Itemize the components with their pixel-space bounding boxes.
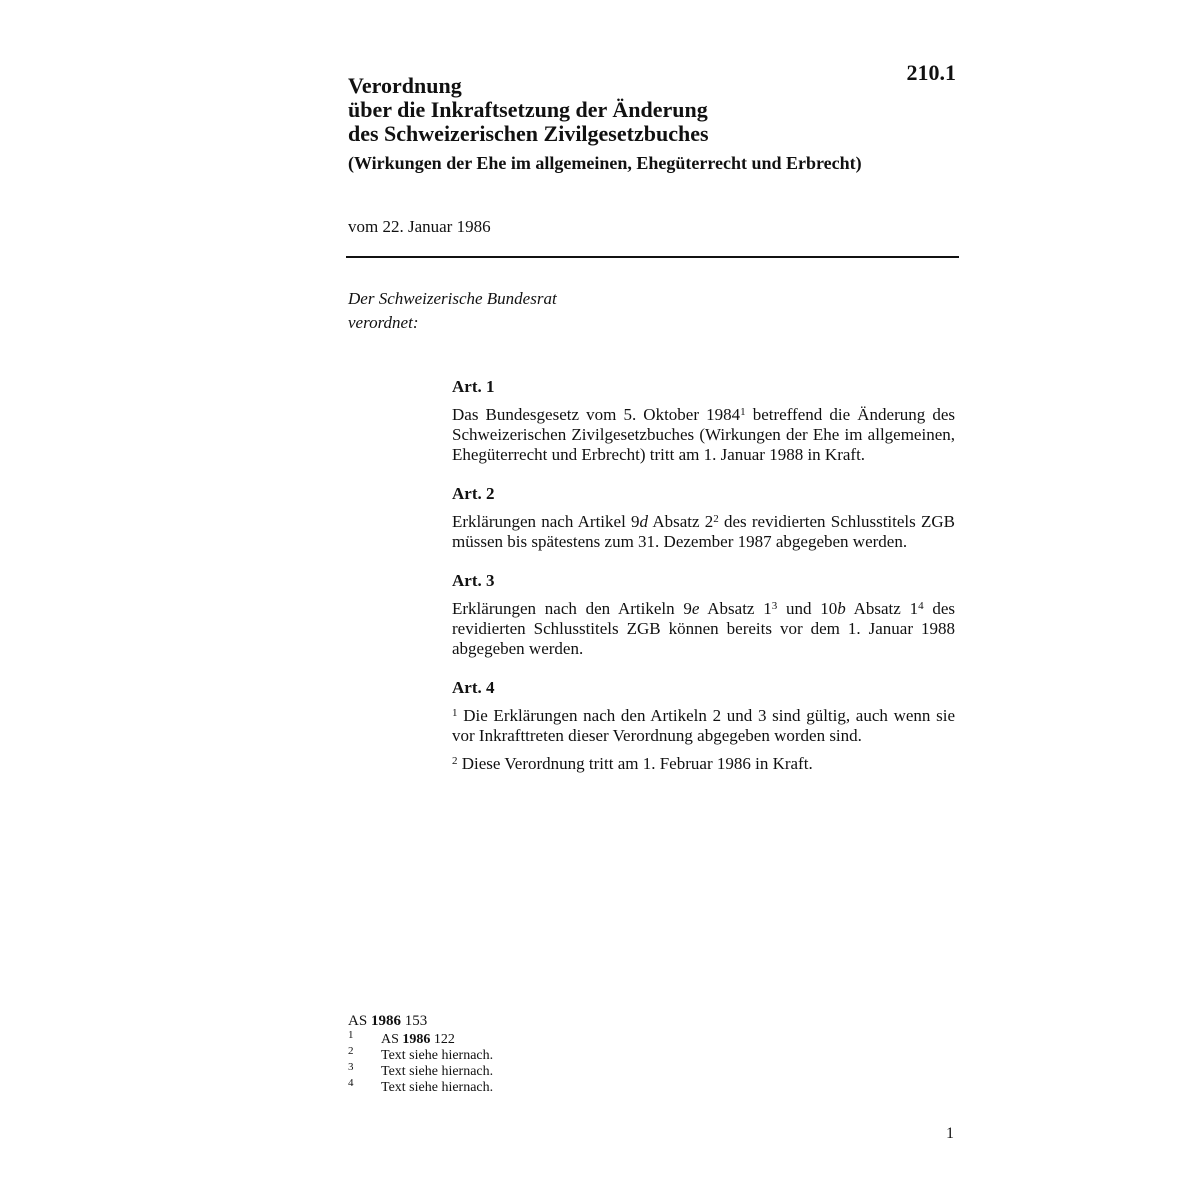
- document-title: [348, 74, 948, 174]
- source-reference: AS 1986 153: [348, 1013, 428, 1029]
- footnotes: [348, 1029, 648, 1096]
- footnote-number: 3: [348, 1061, 354, 1073]
- title-line: des Schweizerischen Zivilgesetzbuches: [348, 121, 709, 146]
- preamble-authority: Der Schweizerische Bundesrat: [348, 289, 557, 308]
- footnote-text: Text siehe hiernach.: [381, 1080, 494, 1095]
- footnote-number: 2: [348, 1045, 354, 1057]
- footnote-number: 1: [348, 1029, 354, 1041]
- article-heading: Art. 3: [452, 571, 495, 590]
- article-heading: Art. 4: [452, 678, 495, 697]
- sr-number: 210.1: [906, 60, 956, 85]
- paragraph-number: 2: [452, 755, 458, 767]
- article-paragraph: $^2$ Diese Verordnung tritt am 1. Februar 1986 in Kraft.: [452, 754, 813, 773]
- header-divider: [346, 256, 959, 258]
- footnote-ref[interactable]: 2: [713, 513, 719, 525]
- footnote: [348, 1077, 648, 1096]
- articles: [452, 376, 955, 792]
- article-2: [452, 483, 955, 552]
- page-number: 1: [946, 1125, 954, 1142]
- footnote-text: AS 1986 122: [381, 1032, 455, 1047]
- title-line: Verordnung: [348, 73, 462, 98]
- article-heading: Art. 1: [452, 377, 495, 396]
- footnote-number: 4: [348, 1077, 354, 1089]
- article-4: [452, 677, 955, 774]
- preamble: [348, 287, 557, 335]
- footnote-ref[interactable]: 4: [918, 600, 924, 612]
- preamble-verb: verordnet:: [348, 313, 419, 332]
- article-heading: Art. 2: [452, 484, 495, 503]
- footnote-ref[interactable]: 1: [740, 406, 746, 418]
- footnote: [348, 1029, 648, 1048]
- title-line: über die Inkraftsetzung der Änderung: [348, 97, 708, 122]
- article-1: [452, 376, 955, 465]
- footnote-ref[interactable]: 3: [771, 600, 778, 612]
- article-3: [452, 570, 955, 659]
- title-subtitle: (Wirkungen der Ehe im allgemeinen, Ehegüterrecht und Erbrecht): [348, 153, 862, 173]
- paragraph-number: 1: [452, 707, 458, 719]
- footnote-text: Text siehe hiernach.: [381, 1048, 494, 1063]
- enactment-date: vom 22. Januar 1986: [348, 217, 491, 236]
- article-text: Erklärungen nach den Artikeln 9e Absatz $1^3$ und 10b Absatz $1^4$ des revidierten Schlusstitels ZGB können bereits vor dem 1. Januar 1988 abgegeben werden.: [452, 599, 955, 658]
- article-text: Erklärungen nach Artikel 9d Absatz $2^2$ des revidierten Schlusstitels ZGB müssen bis spätestens zum 31. Dezember 1987 abgegeben werden.: [452, 512, 955, 551]
- article-paragraph: $^1$ Die Erklärungen nach den Artikeln 2 und 3 sind gültig, auch wenn sie vor Inkrafttreten dieser Verordnung abgegeben worden sind.: [452, 706, 955, 745]
- footnote: [348, 1045, 648, 1064]
- footnote-text: Text siehe hiernach.: [381, 1064, 494, 1079]
- article-text: Das Bundesgesetz vom 5. Oktober 1984$^1$ betreffend die Änderung des Schweizerischen Zivilgesetzbuches (Wirkungen der Ehe im allgemeinen, Ehegüterrecht und Erbrecht) tritt am 1. Januar 1988 in Kraft.: [452, 405, 955, 464]
- footnote: [348, 1061, 648, 1080]
